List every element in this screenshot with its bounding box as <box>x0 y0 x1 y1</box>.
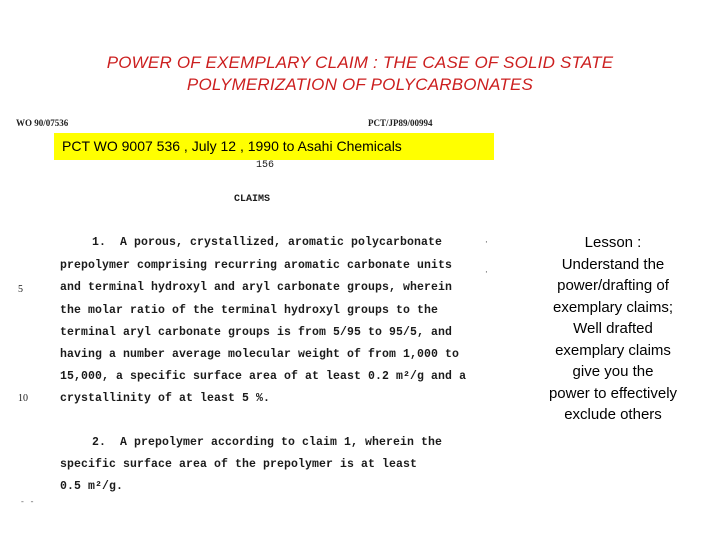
line-margin-number: 10 <box>18 393 28 404</box>
lesson-line: exemplary claims; <box>552 298 674 316</box>
claim-line: 1. A porous, crystallized, aromatic polycarbonate <box>92 236 443 249</box>
claim-line: crystallinity of at least 5 %. <box>60 392 271 405</box>
title-line-2: POLYMERIZATION OF POLYCARBONATES <box>186 75 534 94</box>
scan-speck: ‑ ‑ <box>20 498 35 507</box>
scan-speck: · <box>484 268 489 277</box>
claim-line: 0.5 m²/g. <box>60 480 124 493</box>
lesson-heading: Lesson : <box>584 234 642 251</box>
claim-line: 15,000, a specific surface area of at least 0.2 m²/g and a <box>60 370 467 383</box>
lesson-line: power/drafting of <box>557 277 669 294</box>
scan-speck: · <box>484 238 489 247</box>
claim-line: prepolymer comprising recurring aromatic carbonate units <box>60 259 453 272</box>
lesson-line: Understand the <box>561 255 665 273</box>
lesson-line: give you the <box>572 363 654 380</box>
patent-header-left: WO 90/07536 <box>16 118 69 128</box>
lesson-line: power to effectively <box>548 384 678 402</box>
line-margin-number: 5 <box>18 284 23 295</box>
lesson-line: exemplary claims <box>555 341 671 359</box>
highlighted-citation: PCT WO 9007 536 , July 12 , 1990 to Asahi Chemicals <box>54 133 494 160</box>
lesson-line: exclude others <box>564 406 662 423</box>
claim-line: specific surface area of the prepolymer is at least <box>60 458 418 471</box>
claim-line: 2. A prepolymer according to claim 1, wherein the <box>92 436 443 449</box>
claim-line: terminal aryl carbonate groups is from 5/95 to 95/5, and <box>60 326 453 339</box>
patent-page-number: 156 <box>256 160 275 171</box>
title-line-1: POWER OF EXEMPLARY CLAIM : THE CASE OF SOLID STATE <box>106 53 614 72</box>
lesson-line: Well drafted <box>573 320 653 337</box>
claim-line: having a number average molecular weight of from 1,000 to <box>60 348 460 361</box>
claim-line: and terminal hydroxyl and aryl carbonate groups, wherein <box>60 281 453 294</box>
patent-header-right: PCT/JP89/00994 <box>368 118 433 128</box>
claims-heading: CLAIMS <box>234 194 271 205</box>
lesson-box <box>530 232 696 426</box>
patent-claims-scan <box>0 118 510 528</box>
slide-title <box>20 52 700 96</box>
claim-line: the molar ratio of the terminal hydroxyl groups to the <box>60 304 439 317</box>
